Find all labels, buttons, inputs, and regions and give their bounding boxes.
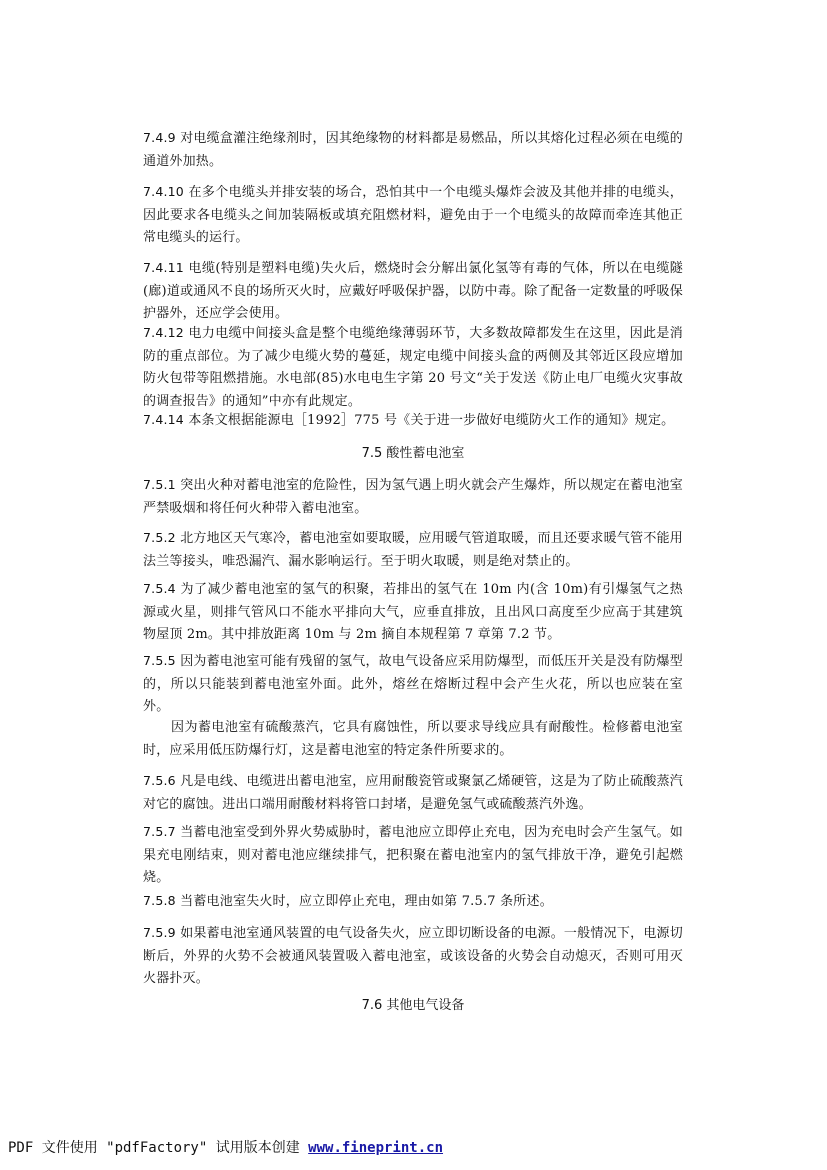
- paragraph-7-4-10: [143, 181, 683, 250]
- paragraph-7-5-8: [143, 890, 683, 914]
- section-title: 酸性蓄电池室: [386, 446, 465, 461]
- clause-number: 7.5.1: [143, 477, 176, 492]
- clause-text: 如果蓄电池室通风装置的电气设备失火，应立即切断设备的电源。一般情况下，电源切断后，外界的火势不会被通风装置吸入蓄电池室，或该设备的火势会自动熄灭，否则可用灭火器扑灭。: [143, 926, 683, 986]
- clause-number: 7.5.9: [143, 925, 176, 940]
- section-number: 7.6: [361, 998, 383, 1013]
- pdf-footer: [8, 1137, 443, 1157]
- section-title: 其他电气设备: [386, 998, 465, 1013]
- paragraph-7-5-5: [143, 650, 683, 719]
- clause-text: 对电缆盒灌注绝缘剂时，因其绝缘物的材料都是易燃品，所以其熔化过程必须在电缆的通道外加热。: [143, 131, 683, 169]
- clause-text: 凡是电线、电缆进出蓄电池室，应用耐酸瓷管或聚氯乙烯硬管，这是为了防止硫酸蒸汽对它的腐蚀。进出口端用耐酸材料将管口封堵，是避免氢气或硫酸蒸汽外逸。: [143, 774, 683, 812]
- clause-number: 7.5.2: [143, 530, 176, 545]
- paragraph-7-5-6: [143, 770, 683, 816]
- fineprint-link[interactable]: www.fineprint.cn: [308, 1140, 444, 1156]
- clause-number: 7.5.4: [143, 581, 176, 596]
- paragraph-7-5-5-continued: [143, 717, 683, 762]
- clause-number: 7.5.6: [143, 773, 176, 788]
- clause-number: 7.5.8: [143, 893, 176, 908]
- clause-number: 7.4.14: [143, 412, 184, 427]
- clause-number: 7.4.12: [143, 325, 184, 340]
- paragraph-7-5-9: [143, 922, 683, 991]
- clause-number: 7.4.10: [143, 184, 184, 199]
- paragraph-7-4-11: [143, 257, 683, 326]
- clause-text: 突出火种对蓄电池室的危险性，因为氢气遇上明火就会产生爆炸，所以规定在蓄电池室严禁吸烟和将任何火种带入蓄电池室。: [143, 478, 683, 516]
- clause-number: 7.5.5: [143, 653, 176, 668]
- clause-number: 7.5.7: [143, 824, 176, 839]
- section-heading-7-6: [143, 995, 683, 1017]
- clause-text: 因为蓄电池室可能有残留的氢气，故电气设备应采用防爆型，而低压开关是没有防爆型的，所以只能装到蓄电池室外面。此外，熔丝在熔断过程中会产生火花，所以也应装在室外。: [143, 654, 683, 714]
- paragraph-7-4-9: [143, 127, 683, 173]
- paragraph-7-4-14: [143, 409, 683, 433]
- clause-text: 在多个电缆头并排安装的场合，恐怕其中一个电缆头爆炸会波及其他并排的电缆头，因此要求各电缆头之间加装隔板或填充阻燃材料，避免由于一个电缆头的故障而牵连其他正常电缆头的运行。: [143, 185, 683, 245]
- paragraph-7-5-7: [143, 821, 683, 890]
- clause-number: 7.4.9: [143, 130, 176, 145]
- clause-text: 本条文根据能源电［1992］775 号《关于进一步做好电缆防火工作的通知》规定。: [188, 413, 675, 428]
- paragraph-7-5-2: [143, 527, 683, 573]
- clause-text: 为了减少蓄电池室的氢气的积聚，若排出的氢气在 10m 内(含 10m)有引爆氢气之热源或火星，则排气管风口不能水平排向大气，应垂直排放，且出风口高度至少应高于其建筑物屋顶 2m。其中排放距离 10m 与 2m 摘自本规程第 7 章第 7.2 节。: [143, 582, 683, 642]
- clause-text: 电缆(特别是塑料电缆)失火后，燃烧时会分解出氯化氢等有毒的气体，所以在电缆隧(廊)道或通风不良的场所灭火时，应戴好呼吸保护器，以防中毒。除了配备一定数量的呼吸保护器外，还应学会使用。: [143, 261, 683, 321]
- paragraph-7-4-12: [143, 322, 683, 413]
- clause-text: 当蓄电池室受到外界火势威胁时，蓄电池应立即停止充电，因为充电时会产生氢气。如果充电刚结束，则对蓄电池应继续排气，把积聚在蓄电池室内的氢气排放干净，避免引起燃烧。: [143, 825, 683, 885]
- section-heading-7-5: [143, 443, 683, 465]
- clause-number: 7.4.11: [143, 260, 184, 275]
- paragraph-7-5-1: [143, 474, 683, 520]
- clause-text: 电力电缆中间接头盒是整个电缆绝缘薄弱环节，大多数故障都发生在这里，因此是消防的重点部位。为了减少电缆火势的蔓延，规定电缆中间接头盒的两侧及其邻近区段应增加防火包带等阻燃措施。水电部(85)水电电生字第 20 号文“关于发送《防止电厂电缆火灾事故的调查报告》的通知”中亦有此规定。: [143, 326, 683, 409]
- footer-text: PDF 文件使用 "pdfFactory" 试用版本创建: [8, 1140, 300, 1156]
- clause-text: 当蓄电池室失火时，应立即停止充电，理由如第 7.5.7 条所述。: [180, 894, 553, 909]
- clause-text: 北方地区天气寒冷，蓄电池室如要取暖，应用暖气管道取暖，而且还要求暖气管不能用法兰等接头，唯恐漏汽、漏水影响运行。至于明火取暖，则是绝对禁止的。: [143, 531, 683, 569]
- paragraph-7-5-4: [143, 578, 683, 647]
- section-number: 7.5: [361, 446, 383, 461]
- clause-text: 因为蓄电池室有硫酸蒸汽，它具有腐蚀性，所以要求导线应具有耐酸性。检修蓄电池室时，应采用低压防爆行灯，这是蓄电池室的特定条件所要求的。: [143, 720, 683, 758]
